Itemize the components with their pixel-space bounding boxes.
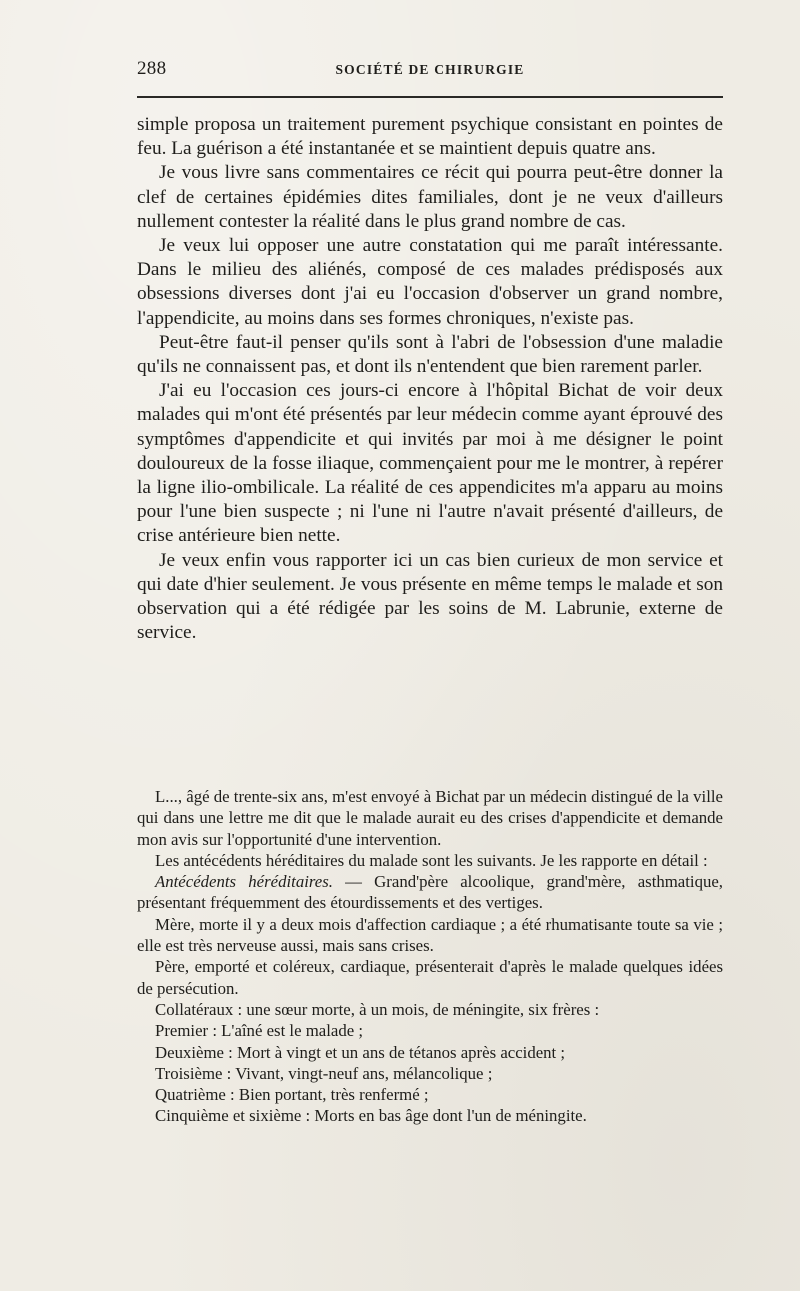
antecedents-intro: Les antécédents héréditaires du malade sont les suivants. Je les rapporte en détail : <box>155 850 708 870</box>
case-intro: L..., âgé de trente-six ans, m'est envoyé à Bichat par un médecin distingué de la ville qui dans une lettre me dit que le malade aurait eu des crises d'appendicite et demande mon avis sur l'opportunité d'une intervention. <box>137 787 723 849</box>
father-paragraph: Père, emporté et coléreux, cardiaque, présenterait d'après le malade quelques idées de persécution. <box>137 957 723 998</box>
sibling-line: Cinquième et sixième : Morts en bas âge dont l'un de méningite. <box>155 1106 587 1126</box>
sibling-line: Collatéraux : une sœur morte, à un mois, de méningite, six frères : <box>155 999 600 1019</box>
mother-paragraph: Mère, morte il y a deux mois d'affection cardiaque ; a été rhumatisante toute sa vie ; elle est très nerveuse aussi, mais sans crises. <box>137 914 723 956</box>
paragraph: J'ai eu l'occasion ces jours-ci encore à l'hôpital Bichat de voir deux malades qui m'ont été présentés par leur médecin comme ayant éprouvé des symptômes d'appendicite et qui invités par moi à me désigner le point douloureux de la fosse iliaque, commençaient pour me le montrer, à repérer la ligne ilio-ombilicale. La réalité de ces appendicites m'a apparu au moins pour l'une bien suspecte ; ni l'une ni l'autre n'avait présenté d'ailleurs, de crise antérieure bien nette. <box>137 380 723 547</box>
heredity-text: — Grand'père alcoolique, grand'mère, asthmatique, présentant fréquemment des étourdissements et des vertiges. <box>137 872 724 913</box>
paragraph: Je vous livre sans commentaires ce récit qui pourra peut-être donner la clef de certaines épidémies dites familiales, dont je ne veux d'ailleurs nullement contester la réalité dans le plus grand nombre de cas. <box>137 162 723 232</box>
sibling-line: Quatrième : Bien portant, très renfermé ; <box>155 1085 429 1105</box>
paragraph-continuation: simple proposa un traitement purement psychique consistant en pointes de feu. La guérison a été instantanée et se maintient depuis quatre ans. <box>137 114 723 160</box>
paragraph: Je veux enfin vous rapporter ici un cas bien curieux de mon service et qui date d'hier seulement. Je vous présente en même temps le malade et son observation qui a été rédigée par les soins de M. Labrunie, externe de service. <box>137 549 723 644</box>
running-title: SOCIÉTÉ DE CHIRURGIE <box>335 62 525 77</box>
main-text <box>137 113 723 645</box>
sibling-line: Troisième : Vivant, vingt-neuf ans, mélancolique ; <box>155 1063 493 1083</box>
page-number: 288 <box>137 58 167 79</box>
sibling-line: Deuxième : Mort à vingt et un ans de tétanos après accident ; <box>155 1042 566 1062</box>
sibling-line: Premier : L'aîné est le malade ; <box>155 1021 364 1041</box>
page-header <box>137 56 723 86</box>
heredity-label: Antécédents héréditaires. <box>155 872 333 892</box>
case-report <box>137 786 723 1127</box>
paragraph: Peut-être faut-il penser qu'ils sont à l'abri de l'obsession d'une maladie qu'ils ne connaissent pas, et dont ils n'entendent que bien rarement parler. <box>137 331 723 378</box>
heredity-paragraph <box>137 871 723 914</box>
paragraph: Je veux lui opposer une autre constatation qui me paraît intéressante. Dans le milieu des aliénés, composé de ces malades prédisposés aux obsessions diverses dont j'ai eu l'occasion d'observer un grand nombre, l'appendicite, au moins dans ses formes chroniques, n'existe pas. <box>137 235 723 329</box>
header-rule <box>137 96 723 98</box>
